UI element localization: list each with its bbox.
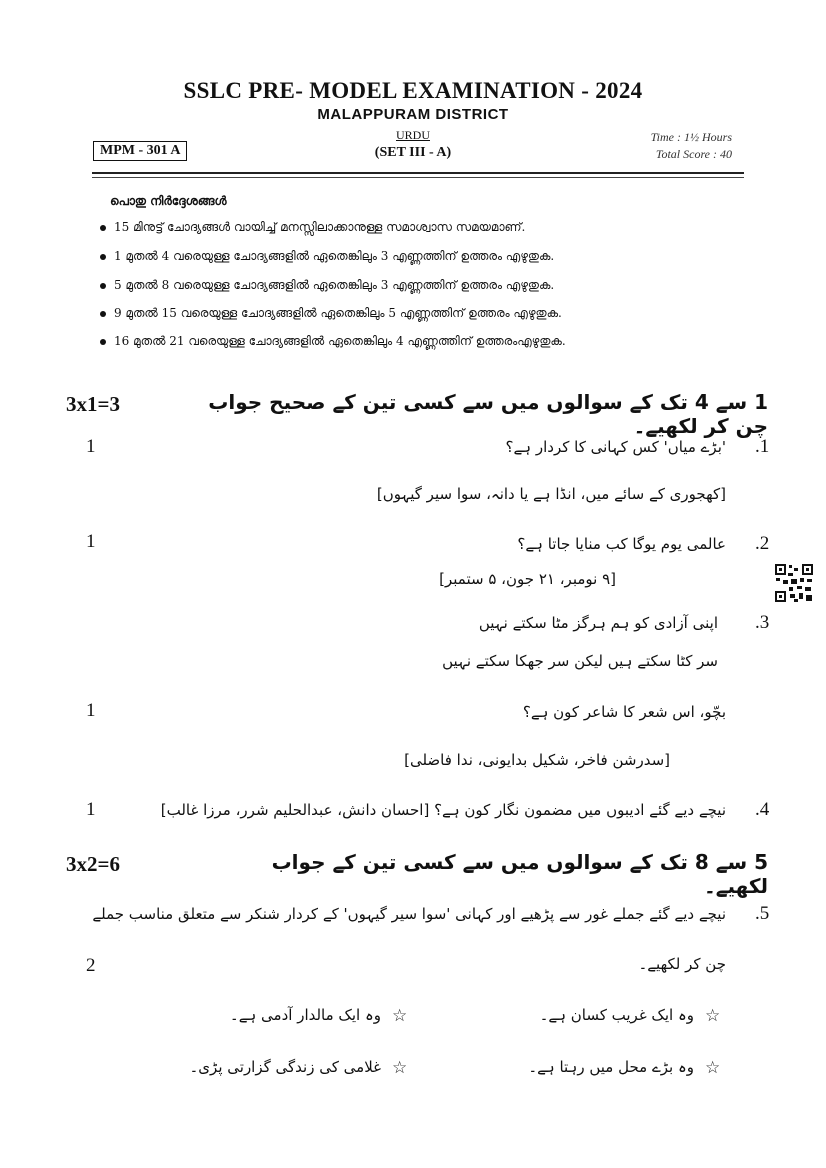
instruction-item: 9 മുതൽ 15 വരെയുള്ള ചോദ്യങ്ങളിൽ ഏതെങ്കിലും 5 എണ്ണത്തിന് ഉത്തരം എഴുതുക. [100, 306, 562, 321]
question-2-number: .2 [755, 533, 770, 554]
paper-code: MPM - 301 A [93, 141, 187, 161]
district-name: MALAPPURAM DISTRICT [317, 106, 509, 123]
time-label: Time : 1½ Hours [650, 130, 732, 144]
instruction-item: 1 മുതൽ 4 വരെയുള്ള ചോദ്യങ്ങളിൽ ഏതെങ്കിലും 3 എണ്ണത്തിന് ഉത്തരം എഴുതുക. [100, 249, 554, 264]
instruction-item: 5 മുതൽ 8 വരെയുള്ള ചോദ്യങ്ങളിൽ ഏതെങ്കിലും 3 എണ്ണത്തിന് ഉത്തരം എഴുതുക. [100, 278, 554, 293]
bullet-icon [100, 339, 106, 345]
question-1-text: 'بڑے میاں' کس کہانی کا کردار ہے؟ [505, 438, 726, 456]
question-5-item: وہ ایک غریب کسان ہے۔ [539, 1006, 694, 1024]
question-5-item: وہ بڑے محل میں رہتا ہے۔ [528, 1058, 694, 1076]
question-4-number: .4 [755, 799, 770, 820]
qr-code-icon [774, 563, 814, 603]
question-2-options: [۹ نومبر، ۲۱ جون، ۵ ستمبر] [439, 570, 616, 588]
instruction-item: 15 മിനുട്ട് ചോദ്യങ്ങൾ വായിച്ച് മനസ്സിലാക്കാനുള്ള സമാശ്വാസ സമയമാണ്. [100, 220, 525, 235]
question-3-verse-line-2: سر کٹا سکتے ہیں لیکن سر جھکا سکتے نہیں [442, 652, 718, 670]
set-label: (SET III - A) [374, 145, 452, 160]
star-icon: ☆ [392, 1058, 408, 1078]
question-5-item: وہ ایک مالدار آدمی ہے۔ [229, 1006, 381, 1024]
header-divider [92, 172, 744, 174]
question-5-marks: 2 [86, 955, 96, 976]
section-1-marks: 3x1=3 [66, 392, 120, 416]
subject-name: URDU [395, 128, 430, 142]
instruction-item: 16 മുതൽ 21 വരെയുള്ള ചോദ്യങ്ങളിൽ ഏതെങ്കിലും 4 എണ്ണത്തിന് ഉത്തരംഎഴുതുക. [100, 334, 566, 349]
bullet-icon [100, 254, 106, 260]
question-5-text-line-1: نیچے دیے گئے جملے غور سے پڑھیے اور کہانی 'سوا سیر گیہوں' کے کردار شنکر سے متعلق مناسب جملے [92, 905, 726, 923]
question-3-verse-line-1: اپنی آزادی کو ہم ہرگز مٹا سکتے نہیں [478, 614, 718, 632]
star-icon: ☆ [705, 1006, 721, 1026]
section-2-heading: 5 سے 8 تک کے سوالوں میں سے کسی تین کے جواب لکھیے۔ [271, 850, 768, 898]
question-1-number: .1 [755, 436, 770, 457]
header-divider-thin [92, 177, 744, 178]
section-1-heading: 1 سے 4 تک کے سوالوں میں سے کسی تین کے صحیح جواب چن کر لکھیے۔ [208, 390, 768, 438]
question-4-marks: 1 [86, 799, 96, 820]
question-3-text: بچّو، اس شعر کا شاعر کون ہے؟ [522, 703, 726, 721]
question-3-marks: 1 [86, 700, 96, 721]
star-icon: ☆ [705, 1058, 721, 1078]
section-2-marks: 3x2=6 [66, 852, 120, 876]
question-2-marks: 1 [86, 531, 96, 552]
question-3-options: [سدرشن فاخر، شکیل بدایونی، ندا فاضلی] [404, 751, 670, 769]
question-5-number: .5 [755, 903, 770, 924]
question-5-item: غلامی کی زندگی گزارتی پڑی۔ [189, 1058, 381, 1076]
bullet-icon [100, 225, 106, 231]
question-1-options: [کھجوری کے سائے میں، انڈا ہے یا دانہ، سوا سیر گیہوں] [376, 485, 726, 503]
question-5-text-line-2: چن کر لکھیے۔ [638, 955, 726, 973]
bullet-icon [100, 283, 106, 289]
total-score-label: Total Score : 40 [655, 147, 732, 161]
question-3-number: .3 [755, 612, 770, 633]
instructions-heading: പൊതു നിർദ്ദേശങ്ങൾ [110, 194, 227, 208]
bullet-icon [100, 311, 106, 317]
question-2-text: عالمی یوم یوگا کب منایا جاتا ہے؟ [517, 535, 726, 553]
question-1-marks: 1 [86, 436, 96, 457]
star-icon: ☆ [392, 1006, 408, 1026]
exam-title: SSLC PRE- MODEL EXAMINATION - 2024 [183, 78, 643, 103]
question-4-text: نیچے دیے گئے ادیبوں میں مضمون نگار کون ہے؟ [احسان دانش، عبدالحلیم شرر، مرزا غالب] [160, 801, 726, 819]
